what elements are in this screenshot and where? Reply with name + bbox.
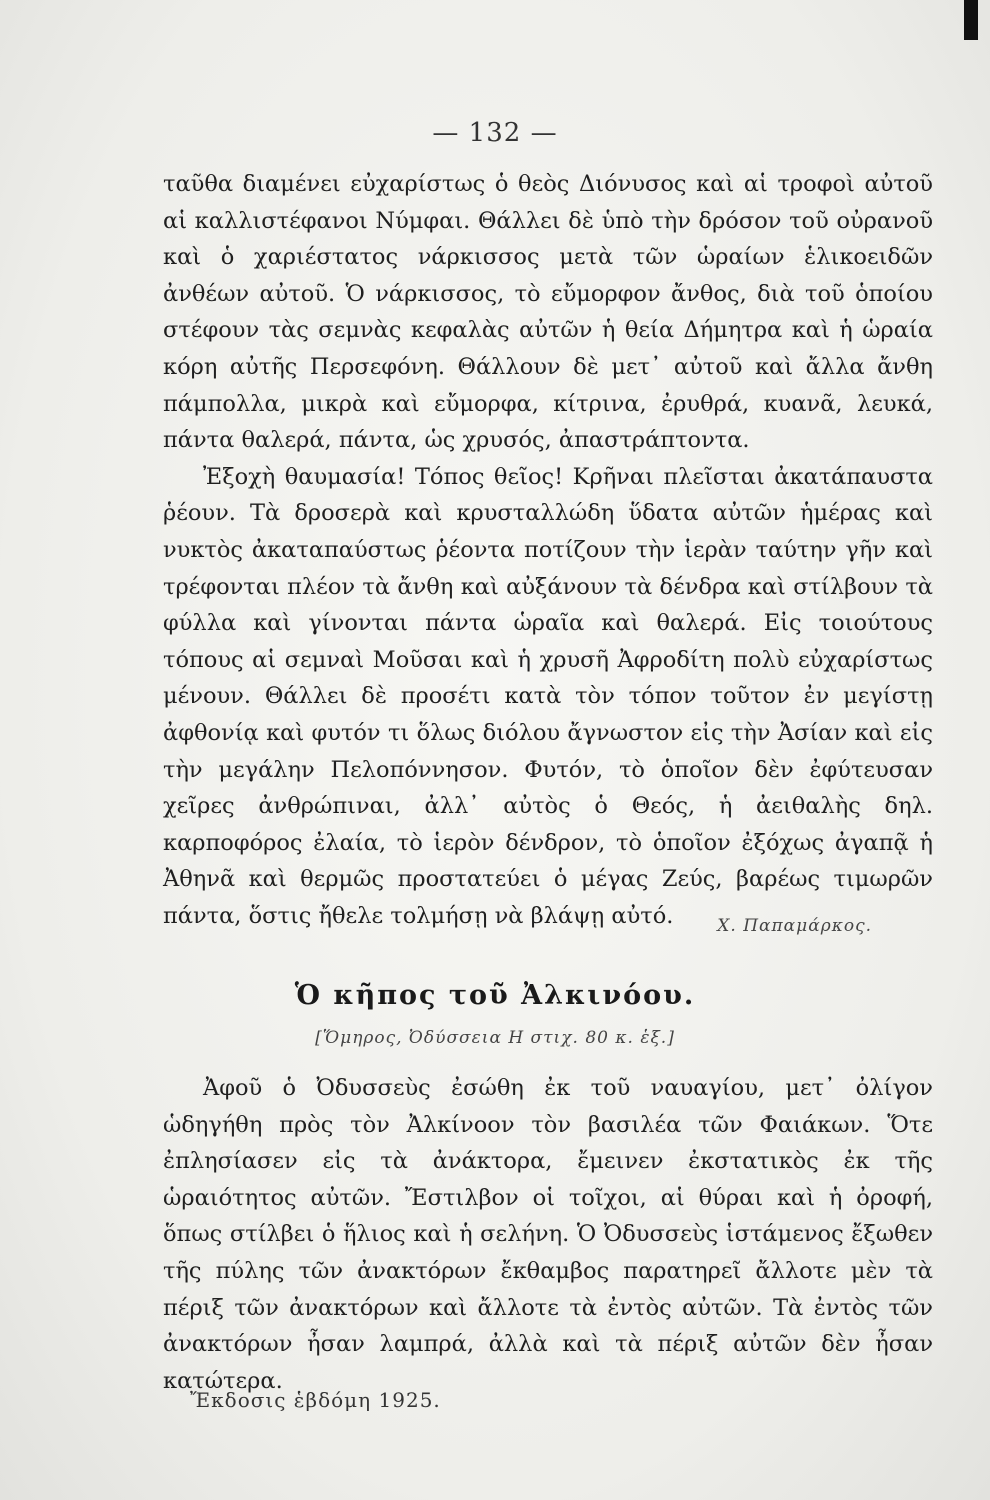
section-title: Ὁ κῆπος τοῦ Ἀλκινόου. — [294, 980, 696, 1011]
passage-dionysus-garden — [163, 166, 933, 934]
author-signature: Χ. Παπαμάρκος. — [717, 916, 872, 936]
paragraph: Ἐξοχὴ θαυμασία! Τόπος θεῖος! Κρῆναι πλεῖσται ἀκατάπαυστα ῥέουν. Τὰ δροσερὰ καὶ κρυσταλλώδη ὕδατα αὐτῶν ἡμέρας καὶ νυκτὸς ἀκαταπαύστως ῥέοντα ποτίζουν τὴν ἱερὰν ταύτην γῆν καὶ τρέφονται πλέον τὰ ἄνθη καὶ αὐξάνουν τὰ δένδρα καὶ στίλβουν τὰ φύλλα καὶ γίνονται πάντα ὡραῖα καὶ θαλερά. Εἰς τοιούτους τόπους αἱ σεμναὶ Μοῦσαι καὶ ἡ χρυσῆ Ἀφροδίτη πολὺ εὐχαρίστως μένουν. Θάλλει δὲ προσέτι κατὰ τὸν τόπον τοῦτον ἐν μεγίστῃ ἀφθονίᾳ καὶ φυτόν τι ὅλως διόλου ἄγνωστον εἰς τὴν Ἀσίαν καὶ εἰς τὴν μεγάλην Πελοπόννησον. Φυτόν, τὸ ὁποῖον δὲν ἐφύτευσαν χεῖρες ἀνθρώπιναι, ἀλλ᾽ αὐτὸς ὁ Θεός, ἡ ἀειθαλὴς δηλ. καρποφόρος ἐλαία, τὸ ἱερὸν δένδρον, τὸ ὁποῖον ἐξόχως ἀγαπᾷ ἡ Ἀθηνᾶ καὶ θερμῶς προστατεύει ὁ μέγας Ζεύς, βαρέως τιμωρῶν πάντα, ὅστις ἤθελε τολμήσῃ νὰ βλάψῃ αὐτό. — [163, 463, 933, 929]
paragraph: ταῦθα διαμένει εὐχαρίστως ὁ θεὸς Διόνυσος καὶ αἱ τροφοὶ αὐτοῦ αἱ καλλιστέφανοι Νύμφαι. Θάλλει δὲ ὑπὸ τὴν δρόσον τοῦ οὐρανοῦ καὶ ὁ χαριέστατος νάρκισσος μετὰ τῶν ὡραίων ἑλικοειδῶν ἀνθέων αὐτοῦ. Ὁ νάρκισσος, τὸ εὔμορφον ἄνθος, διὰ τοῦ ὁποίου στέφουν τὰς σεμνὰς κεφαλὰς αὐτῶν ἡ θεία Δήμητρα καὶ ἡ ὡραία κόρη αὐτῆς Περσεφόνη. Θάλλουν δὲ μετ᾽ αὐτοῦ καὶ ἄλλα ἄνθη πάμπολλα, μικρὰ καὶ εὔμορφα, κίτρινα, ἐρυθρά, κυανᾶ, λευκά, πάντα θαλερά, πάντα, ὡς χρυσός, ἀπαστράπτοντα. — [163, 171, 933, 454]
passage-alcinous-garden — [163, 1070, 933, 1399]
paragraph: Ἀφοῦ ὁ Ὀδυσσεὺς ἐσώθη ἐκ τοῦ ναυαγίου, μετ᾽ ὀλίγον ὡδηγήθη πρὸς τὸν Ἀλκίνοον τὸν βασιλέα τῶν Φαιάκων. Ὅτε ἐπλησίασεν εἰς τὰ ἀνάκτορα, ἔμεινεν ἐκστατικὸς ἐκ τῆς ὡραιότητος αὐτῶν. Ἔστιλβον οἱ τοῖχοι, αἱ θύραι καὶ ἡ ὀροφή, ὅπως στίλβει ὁ ἥλιος καὶ ἡ σελήνη. Ὁ Ὀδυσσεὺς ἱστάμενος ἔξωθεν τῆς πύλης τῶν ἀνακτόρων ἔκθαμβος παρατηρεῖ ἄλλοτε μὲν τὰ πέριξ τῶν ἀνακτόρων καὶ ἄλλοτε τὰ ἐντὸς αὐτῶν. Τὰ ἐντὸς τῶν ἀνακτόρων ἦσαν λαμπρά, ἀλλὰ καὶ τὰ πέριξ αὐτῶν δὲν ἦσαν κατώτερα. — [163, 1075, 933, 1394]
section-source-citation: [Ὅμηρος, Ὀδύσσεια Η στιχ. 80 κ. ἑξ.] — [315, 1028, 675, 1048]
edition-note: Ἔκδοσις ἑβδόμη 1925. — [190, 1388, 441, 1412]
scan-edge-mark — [964, 0, 978, 40]
page-number: — 132 — — [432, 118, 558, 148]
